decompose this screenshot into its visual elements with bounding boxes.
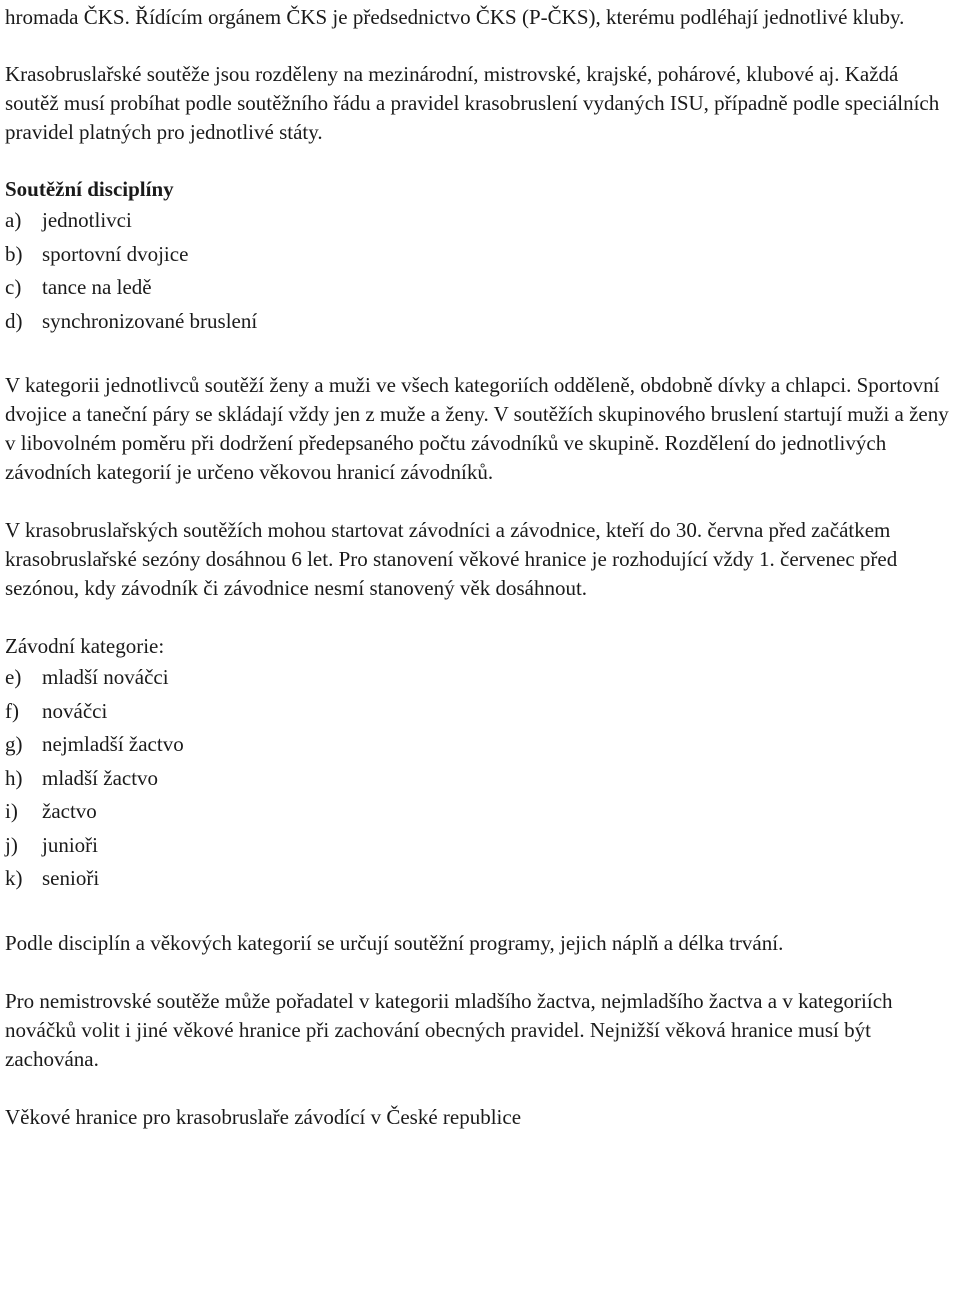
closing-paragraph-1: Podle disciplín a věkových kategorií se určují soutěžní programy, jejich náplň a délka trvání. <box>5 930 784 955</box>
list-item <box>5 829 957 863</box>
list-item-label: žactvo <box>42 799 97 823</box>
list-item <box>5 762 957 796</box>
list-item-label: nejmladší žactvo <box>42 732 184 756</box>
list-item <box>5 728 957 762</box>
list-item <box>5 695 957 729</box>
list-item-label: tance na ledě <box>42 275 152 299</box>
list-item-label: mladší žactvo <box>42 765 159 790</box>
closing-paragraph-2: Pro nemistrovské soutěže může pořadatel v kategorii mladšího žactva, nejmladšího žactva a v kategoriích nováčků volit i jiné věkové hranice při zachování obecných pravidel. Nejnižší věková hranice musí být zachována. <box>5 988 893 1071</box>
list-item <box>5 795 957 829</box>
list-marker: h) <box>5 765 23 790</box>
closing-paragraph-3: Věkové hranice pro krasobruslaře závodící v České republice <box>5 1104 522 1129</box>
list-item <box>5 661 957 695</box>
list-item <box>5 305 957 339</box>
list-item-label: senioři <box>42 866 100 890</box>
intro-paragraph-2: Krasobruslařské soutěže jsou rozděleny na mezinárodní, mistrovské, krajské, pohárové, klubové aj. Každá soutěž musí probíhat podle soutěžního řádu a pravidel krasobruslení vydaných ISU, případně podle speciálních pravidel platných pro jednotlivé státy. <box>5 62 940 144</box>
list-item-label: jednotlivci <box>42 208 132 232</box>
list-item-label: mladší nováčci <box>42 665 169 689</box>
list-marker: d) <box>5 308 23 333</box>
list-item <box>5 271 957 305</box>
list-item <box>5 204 957 238</box>
list-marker: e) <box>5 665 22 689</box>
categories-list <box>5 661 957 896</box>
body-paragraph-1: V kategorii jednotlivců soutěží ženy a muži ve všech kategoriích odděleně, obdobně dívky a chlapci. Sportovní dvojice a taneční páry se skládají vždy jen z muže a ženy. V soutěžích skupinového bruslení startují muži a ženy v libovolném poměru při dodržení předepsaného počtu závodníků ve skupině. Rozdělení do jednotlivých závodních kategorií je určeno věkovou hranicí závodníků. <box>5 373 949 484</box>
list-item <box>5 862 957 896</box>
list-item <box>5 238 957 272</box>
list-marker: f) <box>5 698 19 723</box>
list-item-label: nováčci <box>42 698 108 723</box>
list-item-label: synchronizované bruslení <box>42 308 258 333</box>
list-marker: c) <box>5 275 22 299</box>
list-item-label: sportovní dvojice <box>42 241 189 266</box>
list-marker: j) <box>5 832 18 857</box>
intro-paragraph-1: hromada ČKS. Řídícím orgánem ČKS je předsednictvo ČKS (P-ČKS), kterému podléhají jednotlivé kluby. <box>5 5 905 29</box>
list-marker: b) <box>5 241 23 266</box>
list-marker: a) <box>5 208 22 232</box>
document-page <box>5 3 957 1132</box>
disciplines-list <box>5 204 957 338</box>
list-item-label: junioři <box>42 832 98 857</box>
list-marker: k) <box>5 866 23 890</box>
list-marker: g) <box>5 732 23 756</box>
list-marker: i) <box>5 799 18 823</box>
categories-heading: Závodní kategorie: <box>5 634 165 658</box>
disciplines-heading: Soutěžní disciplíny <box>5 177 174 201</box>
body-paragraph-2: V krasobruslařských soutěžích mohou startovat závodníci a závodnice, kteří do 30. června před začátkem krasobruslařské sezóny dosáhnou 6 let. Pro stanovení věkové hranice je rozhodující vždy 1. červenec před sezónou, kdy závodník či závodnice nesmí stanovený věk dosáhnout. <box>5 518 898 600</box>
